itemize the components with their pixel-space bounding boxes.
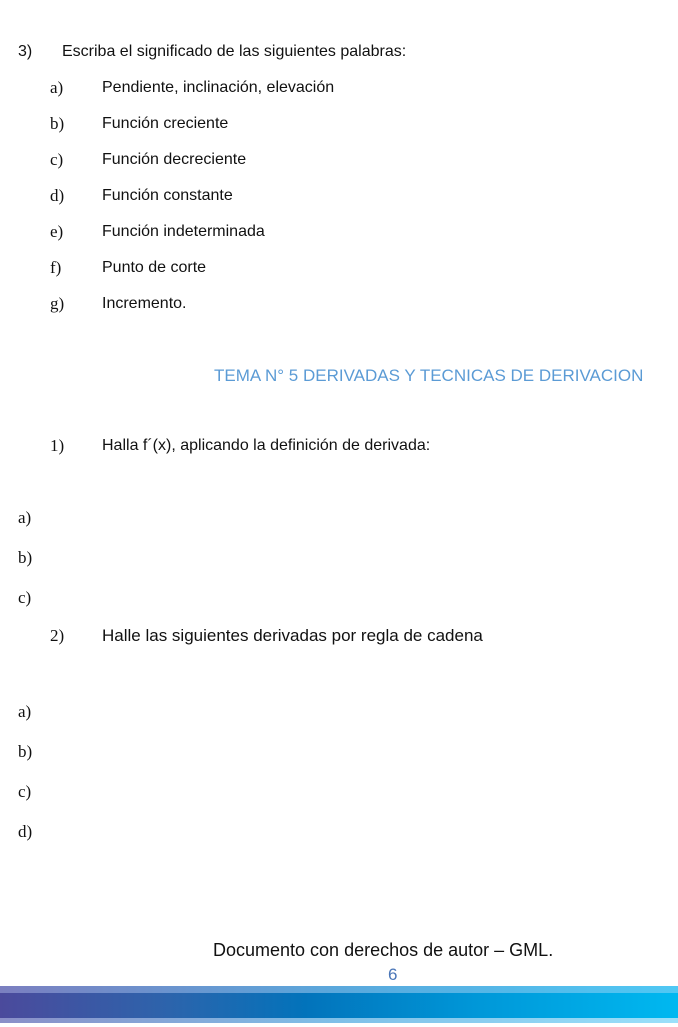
item-label: c) [18, 588, 32, 607]
item-label: c) [50, 150, 64, 169]
item-text: Punto de corte [102, 259, 207, 276]
item-label: b) [50, 114, 65, 133]
item-label: a) [18, 702, 32, 721]
item-label: a) [50, 78, 64, 97]
copyright-notice: Documento con derechos de autor – GML. [213, 940, 554, 960]
item-text: Función decreciente [102, 151, 247, 168]
item-label: g) [50, 294, 65, 313]
item-label: a) [18, 508, 32, 527]
item-label: c) [18, 782, 32, 801]
problem-text: Halle las siguientes derivadas por regla de cadena [102, 626, 483, 645]
item-label: b) [18, 742, 33, 761]
item-label: f) [50, 258, 62, 277]
question-number: 3) [18, 43, 33, 60]
item-label: e) [50, 222, 64, 241]
item-text: Pendiente, inclinación, elevación [102, 79, 335, 96]
item-label: d) [18, 822, 33, 841]
page-number: 6 [388, 965, 398, 984]
item-label: b) [18, 548, 33, 567]
footer-gradient-bar [0, 986, 678, 1023]
problem-text: Halla f´(x), aplicando la definición de derivada: [102, 437, 431, 454]
question-text: Escriba el significado de las siguientes palabras: [62, 43, 407, 60]
item-text: Función creciente [102, 115, 229, 132]
problem-number: 1) [50, 436, 65, 455]
problem-number: 2) [50, 626, 65, 645]
item-text: Incremento. [102, 295, 187, 312]
item-label: d) [50, 186, 65, 205]
item-text: Función indeterminada [102, 223, 265, 240]
item-text: Función constante [102, 187, 233, 204]
section-title: TEMA N° 5 DERIVADAS Y TECNICAS DE DERIVACION [214, 366, 644, 385]
